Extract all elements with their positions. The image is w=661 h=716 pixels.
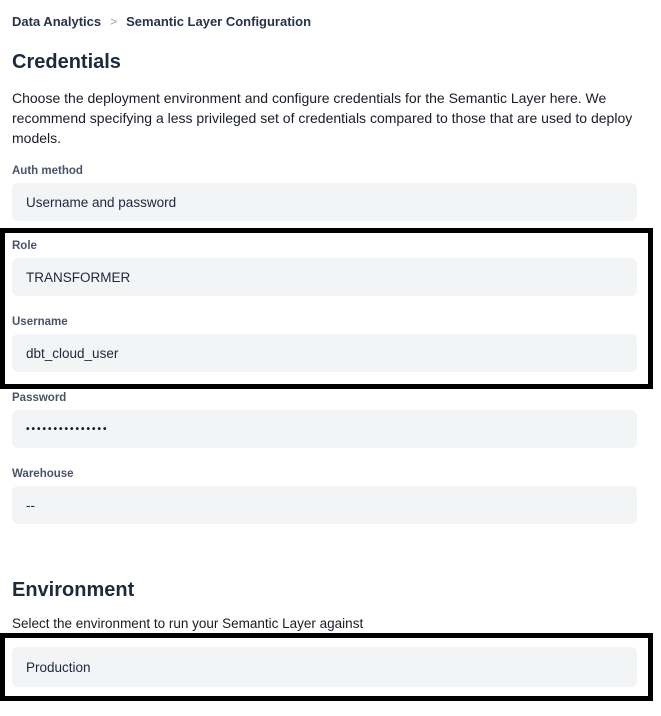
environment-section-title: Environment <box>12 579 135 601</box>
warehouse-input[interactable] <box>12 486 637 524</box>
warehouse-value: -- <box>26 497 35 513</box>
semantic-layer-config-page <box>0 14 661 701</box>
field-group-auth-method <box>12 164 661 221</box>
credentials-description: Choose the deployment environment and configure credentials for the Semantic Layer here. We recommend specifying a less privileged set of credentials compared to those that are used to deploy models. <box>12 90 633 146</box>
field-group-warehouse <box>12 467 661 524</box>
environment-select[interactable] <box>12 647 637 687</box>
username-value: dbt_cloud_user <box>26 345 119 361</box>
highlight-box-role-username <box>0 228 653 389</box>
breadcrumb-item-data-analytics[interactable]: Data Analytics <box>12 14 102 29</box>
auth-method-label: Auth method <box>12 165 83 177</box>
chevron-right-icon: > <box>110 14 118 29</box>
password-label: Password <box>12 392 67 404</box>
role-value: TRANSFORMER <box>26 269 131 285</box>
auth-method-value: Username and password <box>26 194 177 210</box>
password-masked-value: ••••••••••••••• <box>26 423 109 435</box>
username-input[interactable] <box>12 334 637 372</box>
breadcrumb-item-semantic-layer-configuration: Semantic Layer Configuration <box>126 14 312 29</box>
field-group-role <box>12 239 648 296</box>
breadcrumb <box>12 14 661 30</box>
field-group-username <box>12 315 648 372</box>
warehouse-label: Warehouse <box>12 468 74 480</box>
credentials-section-title: Credentials <box>12 51 121 73</box>
role-label: Role <box>12 240 37 252</box>
password-input[interactable] <box>12 410 637 448</box>
auth-method-input[interactable] <box>12 183 637 221</box>
role-input[interactable] <box>12 258 637 296</box>
environment-selected-value: Production <box>26 659 91 675</box>
environment-description: Select the environment to run your Semantic Layer against <box>12 616 364 631</box>
highlight-box-environment <box>0 633 653 701</box>
field-group-password <box>12 391 661 448</box>
username-label: Username <box>12 316 68 328</box>
